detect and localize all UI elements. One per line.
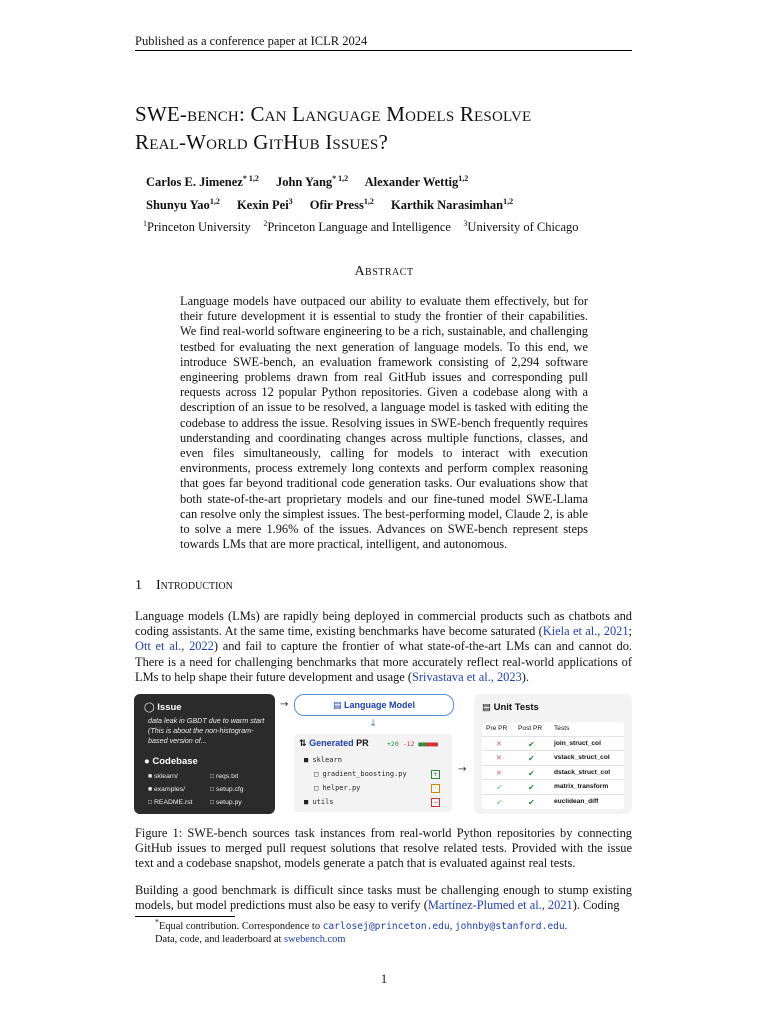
email-link[interactable]: carlosej@princeton.edu <box>322 921 450 932</box>
file-item: □ setup.py <box>210 799 242 806</box>
added-file-icon: + <box>432 771 439 778</box>
file-item: □ gradient_boosting.py <box>314 770 407 778</box>
file-item: □ setup.cfg <box>210 786 244 793</box>
unit-tests-panel <box>474 694 632 814</box>
pr-icon: ⇅ <box>299 738 307 748</box>
arrow-right-icon: → <box>458 764 467 775</box>
codebase-header: ● Codebase <box>144 756 198 767</box>
folder-item: ■ utils <box>304 798 334 806</box>
header-rule <box>135 50 632 51</box>
footnote-rule <box>135 916 235 917</box>
author: Alexander Wettig$^{1,2}$ <box>364 173 469 189</box>
author: John Yang$^{* 1,2}$ <box>275 173 349 189</box>
author: Kexin Pei$^3$ <box>236 196 293 212</box>
issue-icon: ◯ <box>144 702 155 713</box>
fail-icon: ✕ <box>496 739 502 748</box>
paper-title <box>135 100 655 156</box>
generated-pr-title: ⇅ Generated PR <box>299 738 369 748</box>
table-row: ✕ ✔ dstack_struct_col <box>482 766 624 781</box>
authors-row-2 <box>146 198 527 213</box>
body-paragraph: Building a good benchmark is difficult since tasks must be challenging enough to stump existing models, but model predictions must also be easy to verify (Martínez-Plumed et al., 2021). Coding <box>135 883 632 913</box>
pass-icon: ✔ <box>496 797 503 807</box>
pass-icon: ✔ <box>528 754 535 764</box>
pass-icon: ✔ <box>496 783 503 793</box>
citation-link[interactable]: Kiela et al., 2021 <box>542 624 629 639</box>
table-row: ✕ ✔ vstack_struct_col <box>482 751 624 766</box>
citation-link[interactable]: Ott et al., 2022 <box>135 639 214 654</box>
removed-file-icon: − <box>432 799 439 806</box>
title-line-2: Real-World GitHub Issues? <box>135 130 388 154</box>
intro-paragraph: Language models (LMs) are rapidly being deployed in commercial products such as chatbots and coding assistants. At the same time, existing benchmarks have become saturated (Kiela et al., 2021; Ott et al., 2022) and fail to capture the frontier of what state-of-the-art LMs can and cannot do. There is a need for challenging benchmarks that more accurately reflect real-world applications of LMs to help shape their future development and usage (Srivastava et al., 2023). <box>135 609 632 684</box>
model-icon: ▤ <box>332 700 342 710</box>
file-item: □ helper.py <box>314 784 361 792</box>
pass-icon: ✔ <box>528 783 535 793</box>
modified-file-icon: · <box>431 784 440 793</box>
fail-icon: ✕ <box>496 768 502 777</box>
title-line-1: SWE-bench: Can Language Models Resolve <box>135 102 532 126</box>
affiliations: $^1$Princeton University $^2$Princeton Language and Intelligence $^3$University of Chicago <box>143 218 579 234</box>
pass-icon: ✔ <box>528 768 535 778</box>
website-link[interactable]: swebench.com <box>283 934 346 945</box>
fail-icon: ✕ <box>496 754 502 763</box>
abstract-heading: Abstract <box>354 264 414 279</box>
citation-link[interactable]: Martínez-Plumed et al., 2021 <box>427 898 573 913</box>
diff-stat: +20 -12 ■■■■■ <box>387 740 438 748</box>
arrow-right-icon: → <box>280 699 289 710</box>
email-link[interactable]: johnby@stanford.edu <box>454 921 565 932</box>
issue-header: ◯ Issue <box>144 702 182 713</box>
footnote-line-1: *Equal contribution. Correspondence to carlosej@princeton.edu, johnby@stanford.edu. <box>155 917 568 932</box>
unit-tests-title: ▤ Unit Tests <box>482 702 539 713</box>
issue-text: data leak in GBDT due to warm start (This is about the non-histogram-based version of... <box>148 716 265 745</box>
generated-pr-panel <box>294 734 452 812</box>
github-icon: ● <box>144 756 150 767</box>
table-row: ✕ ✔ join_struct_col <box>482 737 624 752</box>
authors-row-1 <box>146 175 482 190</box>
test-icon: ▤ <box>482 702 491 713</box>
file-item: □ reqs.txt <box>210 773 239 780</box>
figure-1 <box>134 694 633 814</box>
section-heading: 1 Introduction <box>135 578 233 593</box>
pass-icon: ✔ <box>528 739 535 749</box>
issue-codebase-panel <box>134 694 275 814</box>
table-header: Pre PR Post PR Tests <box>482 722 624 737</box>
citation-link[interactable]: Srivastava et al., 2023 <box>412 669 522 684</box>
figure-caption: Figure 1: SWE-bench sources task instances from real-world Python repositories by connecting GitHub issues to merged pull request solutions that resolve related tests. Provided with the issue text and a codebase snapshot, models generate a patch that is evaluated against real tests. <box>135 826 632 871</box>
folder-item: ■ examples/ <box>148 786 185 793</box>
language-model-box: ▤ Language Model <box>294 694 454 716</box>
author: Ofir Press$^{1,2}$ <box>309 196 374 212</box>
arrow-down-icon: ↓ <box>369 718 378 729</box>
folder-item: ■ sklearn <box>304 756 342 764</box>
page-number: 1 <box>380 972 388 986</box>
author: Carlos E. Jimenez$^{* 1,2}$ <box>146 173 259 189</box>
author: Shunyu Yao$^{1,2}$ <box>146 196 220 212</box>
abstract-body: Language models have outpaced our ability to evaluate them effectively, but for their future development it is essential to study the frontier of their capabilities. We find real-world software engineering to be a rich, sustainable, and challenging testbed for evaluating the next generation of language models. To this end, we introduce SWE-bench, an evaluation framework consisting of 2,294 software engineering problems drawn from real GitHub issues and corresponding pull requests across 12 popular Python repositories. Given a codebase along with a description of an issue to be resolved, a language model is tasked with editing the codebase to address the issue. Resolving issues in SWE-bench frequently requires understanding and coordinating changes across multiple functions, classes, and even files simultaneously, calling for models to interact with execution environments, process extremely long contexts and perform complex reasoning that goes far beyond traditional code generation tasks. Our evaluations show that both state-of-the-art proprietary models and our fine-tuned model SWE-Llama can resolve only the simplest issues. The best-performing model, Claude 2, is able to solve a mere 1.96% of the issues. Advances on SWE-bench represent steps towards LMs that are more practical, intelligent, and autonomous. <box>180 294 588 552</box>
author: Karthik Narasimhan$^{1,2}$ <box>390 196 514 212</box>
pass-icon: ✔ <box>528 797 535 807</box>
running-header: Published as a conference paper at ICLR 2024 <box>135 34 368 48</box>
unit-tests-table <box>482 722 624 809</box>
table-row: ✔ ✔ euclidean_diff <box>496 797 599 807</box>
footnote <box>155 917 568 946</box>
file-item: □ README.rst <box>148 799 193 806</box>
table-row: ✔ ✔ matrix_transform <box>482 780 624 795</box>
folder-item: ■ sklearn/ <box>148 773 178 780</box>
footnote-line-2: Data, code, and leaderboard at swebench.com <box>155 934 346 945</box>
